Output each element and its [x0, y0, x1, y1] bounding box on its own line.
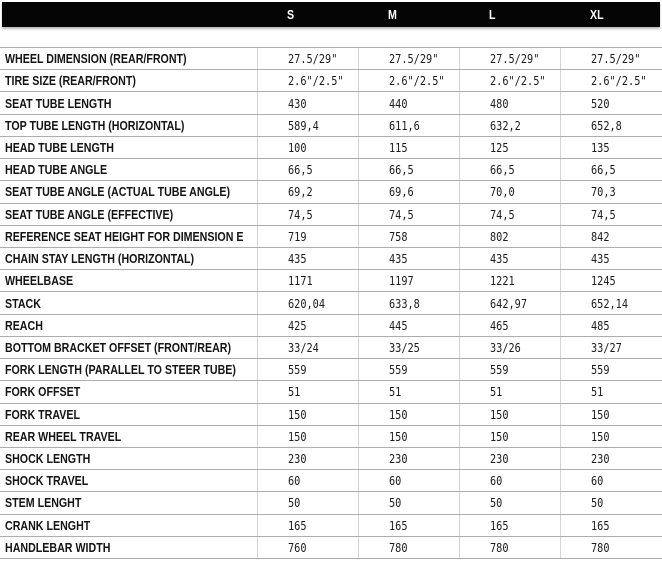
spec-value-cell-s: [257, 270, 358, 291]
spec-value-m: 115: [389, 139, 408, 155]
table-row: [0, 425, 662, 447]
spec-value-cell-s: [257, 470, 358, 491]
spec-value-s: 2.6"/2.5": [288, 73, 344, 89]
spec-value-s: 150: [288, 406, 307, 422]
spec-value-cell-m: [358, 315, 459, 336]
spec-label: HEAD TUBE ANGLE: [5, 162, 108, 178]
spec-label-cell: [0, 181, 257, 202]
spec-value-l: 802: [490, 228, 509, 244]
column-header-m: [358, 2, 459, 27]
spec-value-m: 150: [389, 428, 408, 444]
spec-value-m: 758: [389, 228, 408, 244]
spec-value-cell-s: [257, 70, 358, 91]
spec-label: WHEEL DIMENSION (REAR/FRONT): [5, 51, 187, 67]
spec-value-xl: 842: [591, 228, 610, 244]
spec-value-cell-s: [257, 204, 358, 225]
spec-value-l: 125: [490, 139, 509, 155]
table-row: [0, 380, 662, 402]
column-header-l: [459, 2, 560, 27]
spec-value-cell-xl: [560, 426, 662, 447]
spec-value-cell-xl: [560, 159, 662, 180]
spec-label: REAR WHEEL TRAVEL: [5, 428, 122, 444]
spec-value-m: 440: [389, 95, 408, 111]
spec-value-l: 1221: [490, 273, 515, 289]
spec-value-cell-l: [459, 381, 560, 402]
table-row: [0, 447, 662, 469]
spec-value-cell-xl: [560, 226, 662, 247]
spec-value-cell-s: [257, 404, 358, 425]
spec-label-cell: [0, 137, 257, 158]
spec-label: CHAIN STAY LENGTH (HORIZONTAL): [5, 251, 195, 267]
table-row: [0, 469, 662, 491]
spec-value-l: 642,97: [490, 295, 528, 311]
spec-value-m: 150: [389, 406, 408, 422]
spec-value-cell-xl: [560, 92, 662, 113]
spec-value-cell-s: [257, 137, 358, 158]
spec-value-cell-m: [358, 492, 459, 513]
table-row: [0, 225, 662, 247]
spec-label: SEAT TUBE ANGLE (ACTUAL TUBE ANGLE): [5, 184, 231, 200]
spec-value-m: 2.6"/2.5": [389, 73, 445, 89]
spec-value-cell-m: [358, 404, 459, 425]
spec-value-cell-s: [257, 537, 358, 558]
spec-value-cell-s: [257, 181, 358, 202]
spec-value-cell-m: [358, 181, 459, 202]
spec-value-l: 51: [490, 384, 503, 400]
spec-value-m: 633,8: [389, 295, 420, 311]
spec-label: SEAT TUBE LENGTH: [5, 95, 112, 111]
spec-value-s: 760: [288, 539, 307, 555]
spec-value-xl: 70,3: [591, 184, 616, 200]
spec-label-cell: [0, 226, 257, 247]
spec-label-cell: [0, 315, 257, 336]
column-header-s: [257, 2, 358, 27]
spec-value-l: 230: [490, 451, 509, 467]
spec-label-cell: [0, 270, 257, 291]
spec-value-m: 559: [389, 362, 408, 378]
spec-value-m: 66,5: [389, 162, 414, 178]
spec-value-cell-m: [358, 115, 459, 136]
spec-value-cell-l: [459, 492, 560, 513]
spec-value-l: 465: [490, 317, 509, 333]
spec-value-cell-xl: [560, 337, 662, 358]
spec-value-cell-s: [257, 492, 358, 513]
spec-value-m: 60: [389, 473, 402, 489]
spec-value-cell-l: [459, 537, 560, 558]
column-header-xl: [560, 2, 660, 27]
table-row: [0, 91, 662, 113]
spec-value-cell-xl: [560, 448, 662, 469]
spec-value-cell-xl: [560, 381, 662, 402]
spec-value-cell-l: [459, 248, 560, 269]
spec-label-cell: [0, 292, 257, 313]
table-row: [0, 158, 662, 180]
spec-value-cell-s: [257, 315, 358, 336]
spec-value-xl: 135: [591, 139, 610, 155]
spec-value-cell-m: [358, 515, 459, 536]
spec-label: TOP TUBE LENGTH (HORIZONTAL): [5, 117, 185, 133]
spec-value-m: 165: [389, 517, 408, 533]
spec-value-m: 1197: [389, 273, 414, 289]
spec-value-l: 27.5/29": [490, 51, 540, 67]
spec-value-cell-s: [257, 381, 358, 402]
spec-value-m: 33/25: [389, 339, 420, 355]
spec-label: HANDLEBAR WIDTH: [5, 539, 111, 555]
spec-value-cell-l: [459, 426, 560, 447]
column-header-m-label: M: [388, 7, 397, 22]
spec-value-l: 74,5: [490, 206, 515, 222]
spec-value-cell-m: [358, 48, 459, 69]
spec-value-cell-m: [358, 70, 459, 91]
spec-label-cell: [0, 70, 257, 91]
spec-value-s: 74,5: [288, 206, 313, 222]
spec-value-cell-l: [459, 115, 560, 136]
table-row: [0, 69, 662, 91]
column-header-l-label: L: [489, 7, 496, 22]
spec-value-xl: 150: [591, 428, 610, 444]
spec-label-cell: [0, 359, 257, 380]
spec-value-xl: 559: [591, 362, 610, 378]
spec-value-cell-xl: [560, 315, 662, 336]
spec-value-cell-m: [358, 204, 459, 225]
spec-label-cell: [0, 159, 257, 180]
table-row: [0, 247, 662, 269]
spec-value-cell-s: [257, 248, 358, 269]
spec-value-cell-l: [459, 359, 560, 380]
spec-value-cell-s: [257, 48, 358, 69]
spec-label: REACH: [5, 317, 43, 333]
spec-label: BOTTOM BRACKET OFFSET (FRONT/REAR): [5, 339, 232, 355]
spec-value-cell-m: [358, 426, 459, 447]
spec-value-s: 435: [288, 251, 307, 267]
spec-value-s: 230: [288, 451, 307, 467]
spec-label-cell: [0, 92, 257, 113]
table-row: [0, 291, 662, 313]
spec-value-xl: 60: [591, 473, 604, 489]
spec-value-cell-s: [257, 115, 358, 136]
spec-value-cell-xl: [560, 292, 662, 313]
spec-value-cell-s: [257, 92, 358, 113]
spec-label-cell: [0, 337, 257, 358]
spec-value-m: 445: [389, 317, 408, 333]
spec-value-cell-s: [257, 426, 358, 447]
spec-value-cell-l: [459, 92, 560, 113]
spec-value-xl: 1245: [591, 273, 616, 289]
spec-value-cell-xl: [560, 137, 662, 158]
spec-value-cell-xl: [560, 537, 662, 558]
table-row: [0, 514, 662, 536]
spec-label: STEM LENGHT: [5, 495, 82, 511]
table-row: [0, 180, 662, 202]
spec-value-cell-m: [358, 470, 459, 491]
spec-value-cell-xl: [560, 515, 662, 536]
spec-label-cell: [0, 115, 257, 136]
spec-value-xl: 50: [591, 495, 604, 511]
spec-value-s: 589,4: [288, 117, 319, 133]
column-header-xl-label: XL: [590, 7, 604, 22]
spec-value-s: 559: [288, 362, 307, 378]
spec-value-cell-xl: [560, 492, 662, 513]
spec-label-cell: [0, 492, 257, 513]
spec-label-cell: [0, 381, 257, 402]
spec-value-m: 50: [389, 495, 402, 511]
spec-value-s: 60: [288, 473, 301, 489]
spec-value-cell-xl: [560, 404, 662, 425]
table-row: [0, 314, 662, 336]
spec-value-l: 165: [490, 517, 509, 533]
spec-value-l: 60: [490, 473, 503, 489]
spec-value-l: 50: [490, 495, 503, 511]
spec-value-xl: 520: [591, 95, 610, 111]
spec-value-m: 51: [389, 384, 402, 400]
spec-label-cell: [0, 204, 257, 225]
spec-label-cell: [0, 404, 257, 425]
spec-value-xl: 485: [591, 317, 610, 333]
spec-value-m: 27.5/29": [389, 51, 439, 67]
spec-value-cell-m: [358, 292, 459, 313]
table-row: [0, 114, 662, 136]
spec-value-l: 66,5: [490, 162, 515, 178]
spec-value-cell-xl: [560, 70, 662, 91]
spec-value-cell-s: [257, 337, 358, 358]
spec-value-cell-l: [459, 226, 560, 247]
spec-value-s: 150: [288, 428, 307, 444]
spec-value-cell-m: [358, 92, 459, 113]
spec-value-xl: 150: [591, 406, 610, 422]
spec-label: SEAT TUBE ANGLE (EFFECTIVE): [5, 206, 174, 222]
column-header-s-label: S: [287, 7, 295, 22]
spec-value-cell-l: [459, 137, 560, 158]
spec-value-s: 165: [288, 517, 307, 533]
spec-value-xl: 27.5/29": [591, 51, 641, 67]
spec-label-cell: [0, 470, 257, 491]
spec-value-xl: 652,8: [591, 117, 622, 133]
spec-value-cell-l: [459, 48, 560, 69]
spec-value-cell-l: [459, 181, 560, 202]
spec-value-s: 27.5/29": [288, 51, 338, 67]
spec-value-xl: 652,14: [591, 295, 629, 311]
spec-value-l: 2.6"/2.5": [490, 73, 546, 89]
spec-value-s: 33/24: [288, 339, 319, 355]
spec-value-cell-xl: [560, 248, 662, 269]
spec-value-s: 100: [288, 139, 307, 155]
geometry-spec-table: [0, 47, 662, 559]
spec-value-cell-l: [459, 448, 560, 469]
spec-value-cell-m: [358, 226, 459, 247]
spec-value-m: 435: [389, 251, 408, 267]
spec-value-l: 150: [490, 406, 509, 422]
table-row: [0, 203, 662, 225]
spec-label-cell: [0, 448, 257, 469]
spec-label-cell: [0, 426, 257, 447]
spec-label: WHEELBASE: [5, 273, 74, 289]
spec-label: FORK LENGTH (PARALLEL TO STEER TUBE): [5, 362, 236, 378]
spec-value-cell-m: [358, 270, 459, 291]
spec-value-cell-m: [358, 537, 459, 558]
spec-value-l: 632,2: [490, 117, 521, 133]
spec-label-cell: [0, 48, 257, 69]
spec-label: HEAD TUBE LENGTH: [5, 139, 114, 155]
spec-value-cell-l: [459, 470, 560, 491]
spec-value-s: 425: [288, 317, 307, 333]
spec-value-s: 50: [288, 495, 301, 511]
spec-value-xl: 780: [591, 539, 610, 555]
spec-value-s: 51: [288, 384, 301, 400]
table-row: [0, 536, 662, 558]
spec-value-cell-l: [459, 404, 560, 425]
spec-value-l: 559: [490, 362, 509, 378]
spec-label: SHOCK LENGTH: [5, 451, 91, 467]
spec-value-cell-l: [459, 315, 560, 336]
spec-value-cell-s: [257, 226, 358, 247]
spec-value-cell-xl: [560, 48, 662, 69]
spec-value-s: 69,2: [288, 184, 313, 200]
spec-value-l: 33/26: [490, 339, 521, 355]
spec-value-cell-l: [459, 204, 560, 225]
spec-value-cell-l: [459, 70, 560, 91]
table-row: [0, 358, 662, 380]
spec-value-s: 430: [288, 95, 307, 111]
spec-value-cell-m: [358, 248, 459, 269]
spec-value-xl: 66,5: [591, 162, 616, 178]
spec-value-cell-s: [257, 159, 358, 180]
spec-value-m: 780: [389, 539, 408, 555]
spec-value-cell-s: [257, 515, 358, 536]
spec-value-xl: 33/27: [591, 339, 622, 355]
spec-value-xl: 230: [591, 451, 610, 467]
spec-value-cell-s: [257, 448, 358, 469]
spec-label: FORK OFFSET: [5, 384, 81, 400]
table-row: [0, 269, 662, 291]
table-row: [0, 336, 662, 358]
spec-label: TIRE SIZE (REAR/FRONT): [5, 73, 136, 89]
table-row: [0, 47, 662, 69]
spec-value-s: 66,5: [288, 162, 313, 178]
spec-label: CRANK LENGHT: [5, 517, 91, 533]
table-row: [0, 136, 662, 158]
spec-value-cell-l: [459, 270, 560, 291]
spec-label: REFERENCE SEAT HEIGHT FOR DIMENSION E: [5, 228, 244, 244]
spec-label: SHOCK TRAVEL: [5, 473, 89, 489]
spec-value-cell-xl: [560, 359, 662, 380]
spec-value-l: 780: [490, 539, 509, 555]
table-row: [0, 491, 662, 513]
spec-value-xl: 165: [591, 517, 610, 533]
spec-value-cell-l: [459, 292, 560, 313]
spec-value-xl: 435: [591, 251, 610, 267]
spec-value-m: 74,5: [389, 206, 414, 222]
spec-value-cell-xl: [560, 115, 662, 136]
spec-value-cell-xl: [560, 204, 662, 225]
spec-value-cell-l: [459, 515, 560, 536]
spec-value-cell-l: [459, 159, 560, 180]
spec-value-l: 480: [490, 95, 509, 111]
spec-value-cell-l: [459, 337, 560, 358]
size-header-bar: [2, 2, 660, 27]
spec-value-cell-xl: [560, 270, 662, 291]
spec-value-l: 435: [490, 251, 509, 267]
spec-value-s: 719: [288, 228, 307, 244]
spec-value-cell-s: [257, 292, 358, 313]
spec-value-xl: 51: [591, 384, 604, 400]
spec-value-l: 150: [490, 428, 509, 444]
spec-label-cell: [0, 248, 257, 269]
spec-label: FORK TRAVEL: [5, 406, 81, 422]
spec-value-cell-m: [358, 381, 459, 402]
spec-value-cell-m: [358, 359, 459, 380]
spec-value-m: 69,6: [389, 184, 414, 200]
spec-value-m: 611,6: [389, 117, 420, 133]
spec-value-cell-m: [358, 337, 459, 358]
spec-value-cell-s: [257, 359, 358, 380]
spec-value-cell-xl: [560, 181, 662, 202]
spec-value-cell-m: [358, 159, 459, 180]
spec-value-s: 620,04: [288, 295, 326, 311]
spec-value-m: 230: [389, 451, 408, 467]
spec-label-cell: [0, 515, 257, 536]
spec-value-l: 70,0: [490, 184, 515, 200]
spec-label: STACK: [5, 295, 41, 311]
spec-value-cell-m: [358, 137, 459, 158]
spec-value-cell-xl: [560, 470, 662, 491]
spec-value-cell-m: [358, 448, 459, 469]
spec-value-xl: 74,5: [591, 206, 616, 222]
spec-label-cell: [0, 537, 257, 558]
table-row: [0, 403, 662, 425]
spec-value-s: 1171: [288, 273, 313, 289]
spec-value-xl: 2.6"/2.5": [591, 73, 647, 89]
